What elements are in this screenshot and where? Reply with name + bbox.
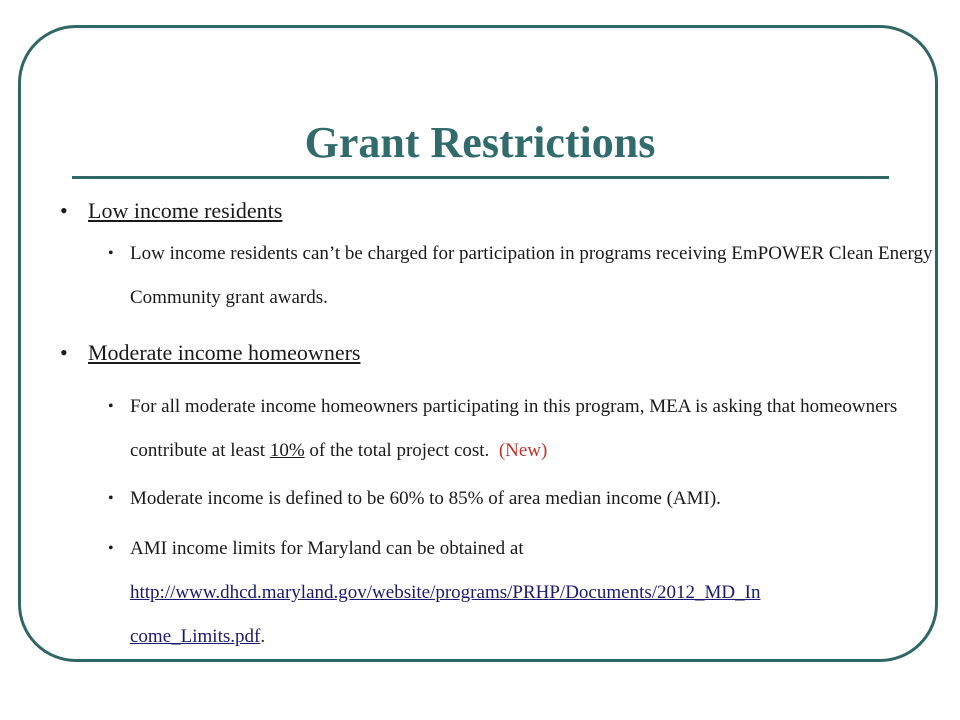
item-text: Low income residents can’t be charged for participation in programs receiving EmPOWER Clean Energy Community grant awards. xyxy=(130,243,933,308)
item-text xyxy=(130,527,938,659)
bullet-icon: • xyxy=(108,490,114,507)
bullet-icon: • xyxy=(108,245,114,262)
item-text-end: . xyxy=(260,626,266,647)
ami-limits-link[interactable] xyxy=(130,582,760,647)
bullet-icon: • xyxy=(108,398,114,415)
slide-title: Grant Restrictions xyxy=(304,118,656,167)
list-item xyxy=(108,527,938,659)
section-heading: Moderate income homeowners xyxy=(88,340,361,365)
bullet-icon: • xyxy=(60,198,68,223)
bullet-icon: • xyxy=(108,540,114,557)
item-text xyxy=(130,385,938,473)
link-line-2: come_Limits.pdf xyxy=(130,626,261,647)
item-text-start: AMI income limits for Maryland can be obtained at xyxy=(130,538,524,559)
new-badge: (New) xyxy=(498,440,548,461)
link-line-1: http://www.dhcd.maryland.gov/website/programs/PRHP/Documents/2012_MD_In xyxy=(130,582,761,603)
item-text-start: For all moderate income homeowners participating in this program, MEA is asking that homeowners contribute at least xyxy=(130,396,898,461)
item-text: Moderate income is defined to be 60% to 85% of area median income (AMI). xyxy=(130,488,721,509)
bullet-icon: • xyxy=(60,340,68,365)
list-item xyxy=(108,477,938,521)
list-item xyxy=(108,232,938,320)
contribution-percent: 10% xyxy=(269,440,305,461)
list-item xyxy=(108,385,938,473)
section-heading: Low income residents xyxy=(88,198,283,223)
title-underline-rule xyxy=(72,176,889,179)
item-text-end: of the total project cost. xyxy=(304,440,499,461)
